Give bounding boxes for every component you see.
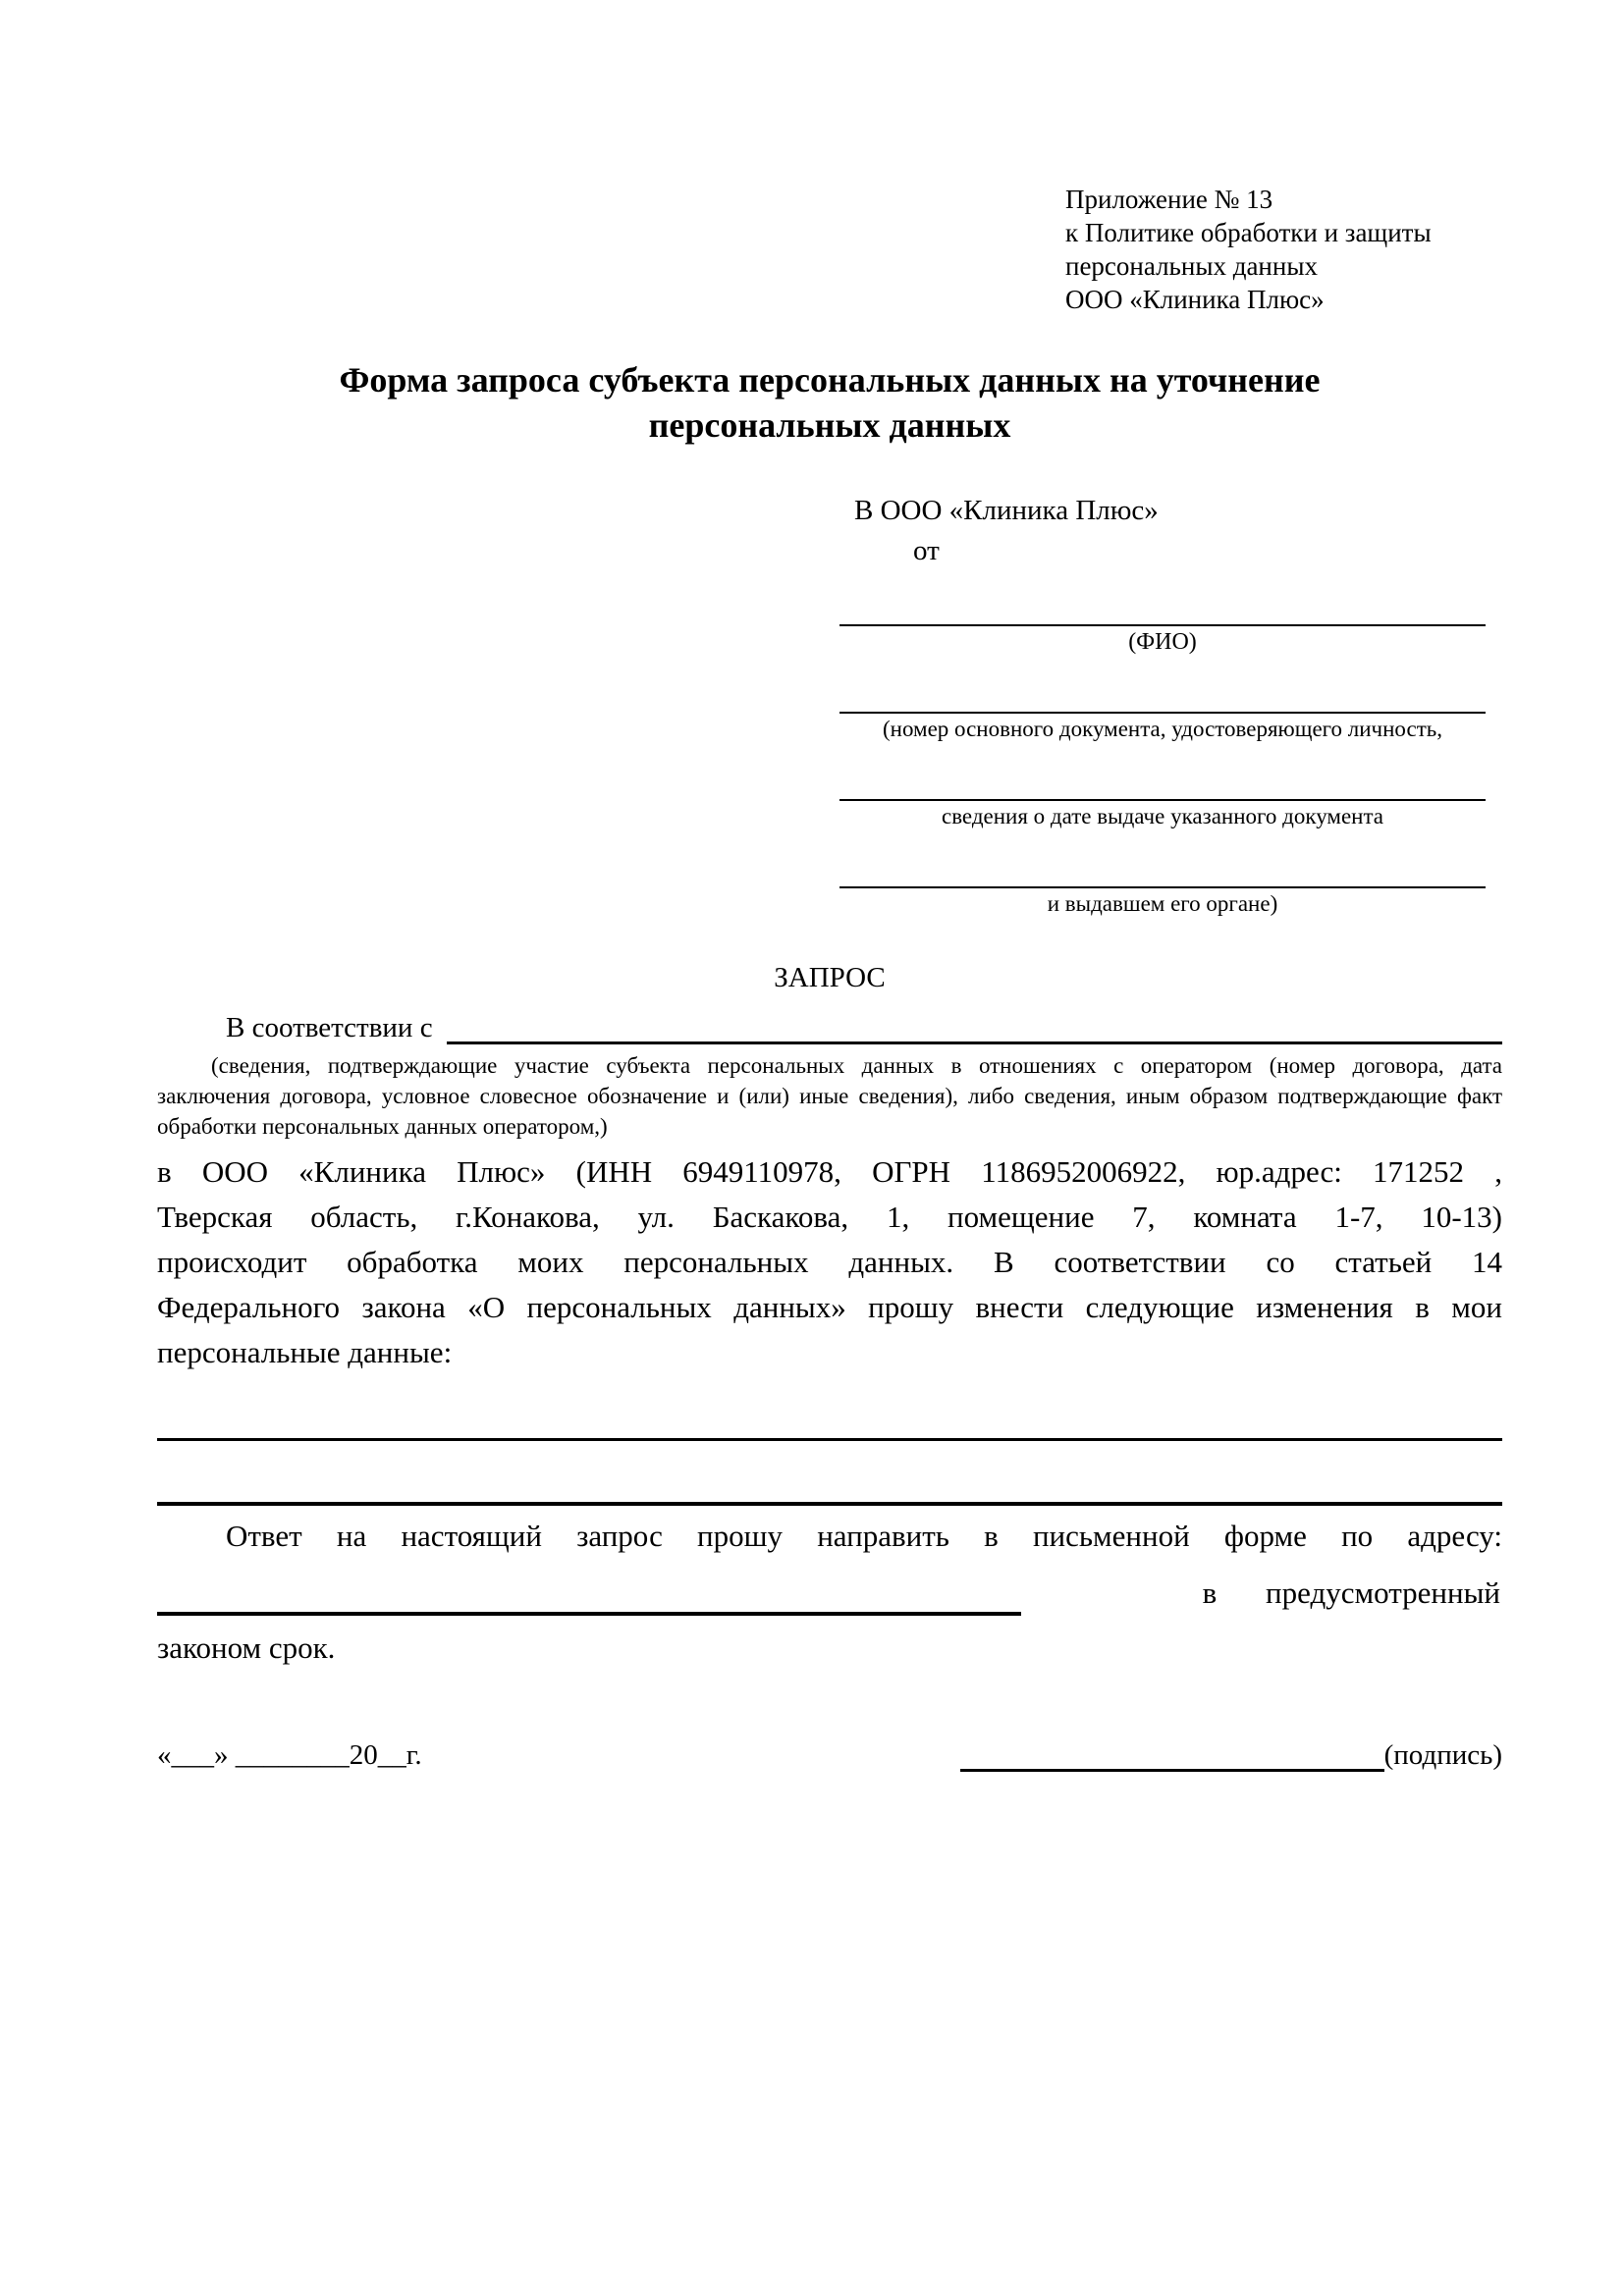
legal-note-line: обработки персональных данных оператором,)	[157, 1114, 608, 1139]
request-body-line: персональные данные:	[157, 1335, 453, 1369]
document-number-fill-line	[839, 680, 1486, 714]
changes-fill-line-1	[157, 1438, 1502, 1441]
request-body-line: Тверская область, г.Конакова, ул. Баскакова, 1, помещение 7, комната 1-7, 10-13)	[157, 1200, 1502, 1234]
signature-fill-line	[960, 1742, 1384, 1772]
issuing-authority-fill-line	[839, 855, 1486, 888]
response-address-row	[157, 1571, 1502, 1616]
document-number-caption: (номер основного документа, удостоверяющего личность,	[882, 717, 1442, 741]
response-line-3: законом срок.	[157, 1630, 336, 1665]
changes-fill-line-2	[157, 1502, 1502, 1506]
fio-caption: (ФИО)	[1128, 629, 1197, 655]
request-heading: ЗАПРОС	[774, 962, 886, 993]
legal-note-line: (сведения, подтверждающие участие субъекта персональных данных в отношениях с оператором (номер договора, дата	[211, 1053, 1502, 1078]
response-paragraph	[157, 1514, 1502, 1671]
fio-fill-line	[839, 593, 1486, 626]
request-body-line: в ООО «Клиника Плюс» (ИНН 6949110978, ОГРН 1186952006922, юр.адрес: 171252 ,	[157, 1154, 1502, 1189]
signature-caption: (подпись)	[1383, 1739, 1502, 1771]
address-fill-line	[157, 1582, 1021, 1616]
appendix-line: Приложение № 13	[1065, 185, 1273, 214]
intro-fill-line	[447, 1015, 1502, 1044]
response-suffix: в предусмотренный	[1202, 1575, 1500, 1610]
document-title-line: персональных данных	[648, 405, 1011, 445]
intro-line	[157, 1012, 1502, 1044]
date-fill-text: «___» ________20__г.	[157, 1739, 422, 1771]
appendix-line: к Политике обработки и защиты	[1065, 218, 1432, 247]
document-title-line: Форма запроса субъекта персональных данных на уточнение	[339, 360, 1321, 400]
issue-date-fill-line	[839, 768, 1486, 801]
legal-note-line: заключения договора, условное словесное обозначение и (или) иные сведения), либо сведения, иным образом подтверждающие факт	[157, 1084, 1502, 1108]
addressee-to: В ООО «Клиника Плюс»	[854, 495, 1159, 526]
request-body	[157, 1149, 1502, 1375]
addressee-block	[839, 495, 1486, 917]
addressee-from-label: от	[913, 535, 940, 566]
signature-row	[157, 1739, 1502, 1772]
response-line-1: Ответ на настоящий запрос прошу направить в письменной форме по адресу:	[226, 1519, 1502, 1553]
request-body-line: Федерального закона «О персональных данных» прошу внести следующие изменения в мои	[157, 1290, 1502, 1324]
document-title	[157, 357, 1502, 448]
appendix-line: персональных данных	[1065, 251, 1318, 281]
intro-prefix: В соответствии с	[226, 1012, 433, 1043]
issuing-authority-caption: и выдавшем его органе)	[1047, 891, 1278, 916]
appendix-block	[1065, 183, 1502, 316]
request-body-line: происходит обработка моих персональных данных. В соответствии со статьей 14	[157, 1245, 1502, 1279]
signature-group	[960, 1739, 1502, 1772]
appendix-line: ООО «Клиника Плюс»	[1065, 285, 1325, 314]
legal-note	[157, 1050, 1502, 1142]
issue-date-caption: сведения о дате выдаче указанного документа	[941, 804, 1384, 828]
